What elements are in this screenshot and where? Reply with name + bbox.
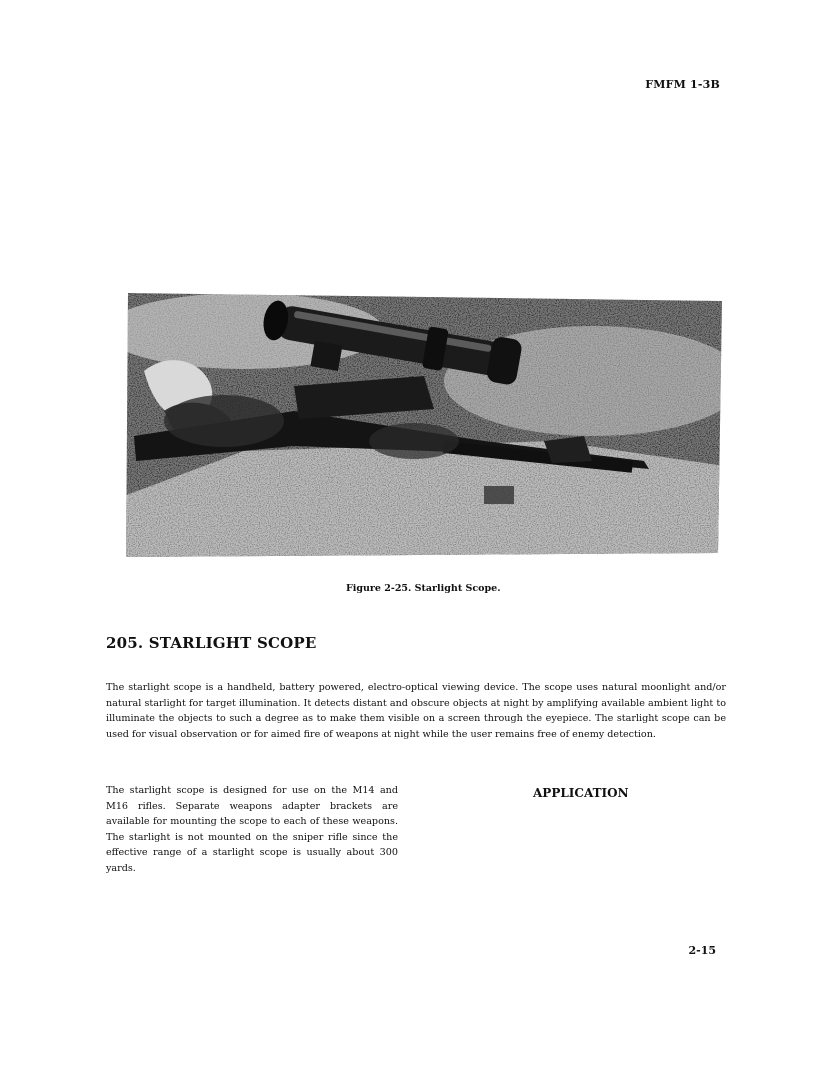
document-id: FMFM 1-3B [645, 78, 720, 91]
section-intro-paragraph: The starlight scope is a handheld, battery powered, electro-optical viewing device. The scope uses natural moonlight and/or natural starlight for target illumination. It detects distant and obscure objects at night by amplifying available ambient light to illuminate the objects to such a degree as to make them visible on a screen through the eyepiece. The starlight scope can be used for visual observation or for aimed fire of weapons at night while the user remains free of enemy detection. [106, 682, 726, 740]
section-heading: 205. STARLIGHT SCOPE [106, 634, 317, 652]
page-number: 2-15 [688, 944, 716, 957]
figure-caption: Figure 2-25. Starlight Scope. [346, 583, 501, 594]
starlight-scope-photo [124, 291, 724, 561]
usage-paragraph: The starlight scope is designed for use on the M14 and M16 rifles. Separate weapons adapter brackets are available for mounting the scope to each of these weapons. The starlight is not mounted on the sniper rifle since the effective range of a starlight scope is usually about 300 yards. [106, 785, 398, 874]
application-label: APPLICATION [533, 786, 629, 800]
